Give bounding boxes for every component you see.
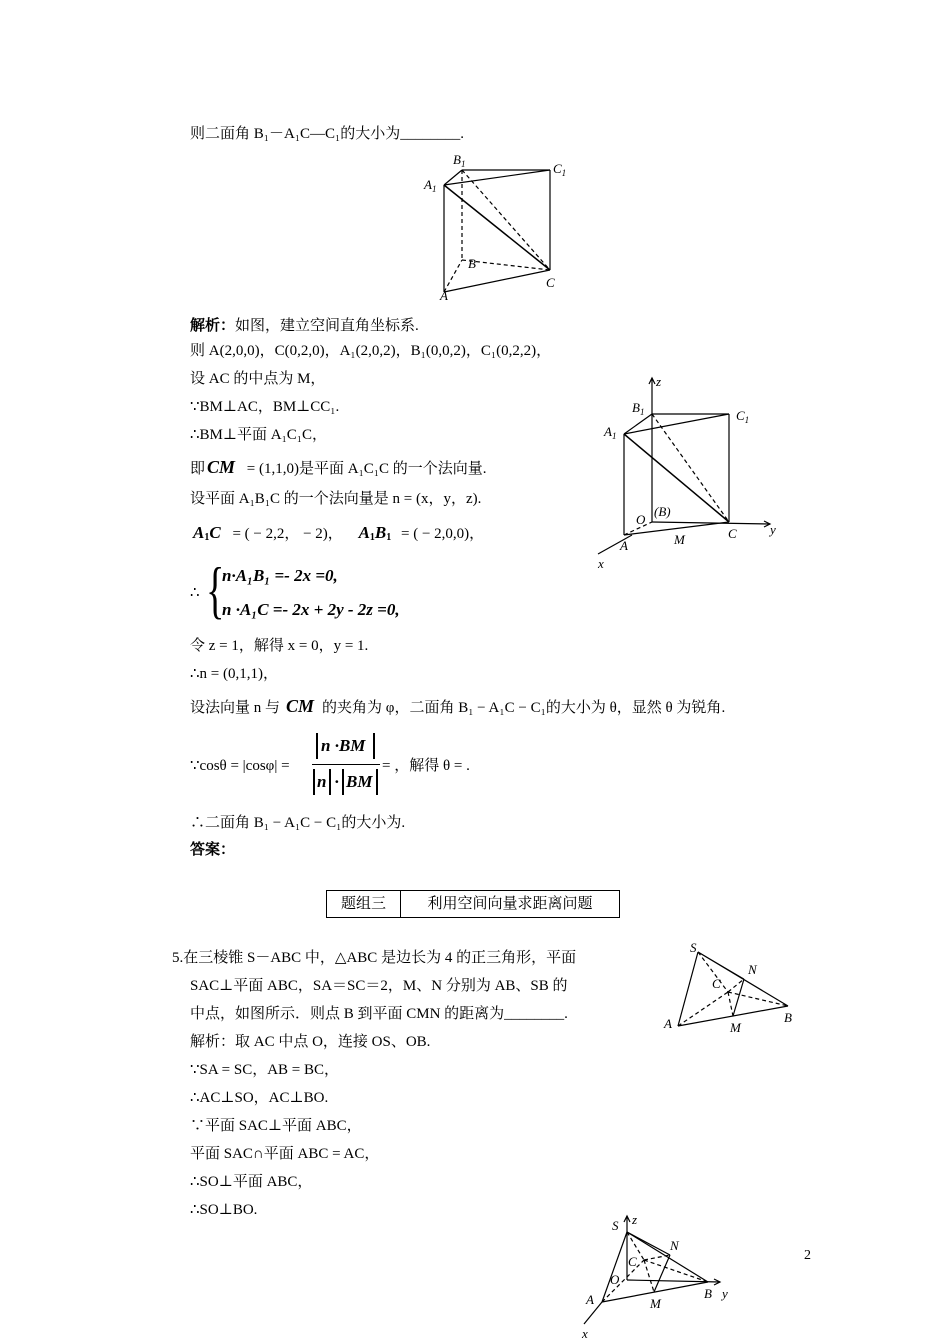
group-topic: 利用空间向量求距离问题	[400, 891, 619, 917]
label-S: S	[690, 940, 697, 955]
axis-z: z	[632, 1212, 638, 1227]
q5-sol-2: ∵SA = SC，AB = BC，	[190, 1062, 340, 1078]
label-A1: $A_1$	[604, 424, 617, 441]
solution-conclusion: ∴二面角 B₁ − A₁C − C₁的大小为.	[190, 815, 406, 831]
label-C: C	[712, 976, 721, 991]
solution-normal-vector: 设平面 A₁B₁C 的一个法向量是 n = (x，y，z).	[190, 491, 482, 507]
system-eq-2: n ·A₁C =- 2x + 2y - 2z =0,	[222, 600, 400, 619]
label-A: A	[620, 538, 628, 553]
label-B-paren: (B)	[654, 504, 671, 519]
axis-y: y	[770, 522, 776, 537]
solution-vectors: $A_1C$ = ( − 2,2， − 2)， $A_1B_1$ = ( − 2,0,0)，	[193, 523, 485, 543]
axis-y: y	[722, 1286, 728, 1301]
label-A: A	[440, 288, 448, 302]
q5-sol-7: ∴SO⊥BO.	[190, 1202, 258, 1218]
solution-cm-normal: 即 CM = (1,1,0)是平面 A₁C₁C 的一个法向量.	[190, 457, 487, 477]
tetrahedron-figure	[660, 940, 810, 1040]
label-B1: $B_1$	[632, 400, 645, 417]
label-N: N	[748, 962, 757, 977]
cos-formula-right: = ，解得 θ = .	[382, 758, 470, 774]
prism-axes-figure	[592, 372, 792, 572]
system-eq-1: n·A₁B₁ =- 2x =0,	[222, 566, 338, 585]
label-B: B	[704, 1286, 712, 1301]
axis-x: x	[582, 1326, 588, 1341]
label-C: C	[728, 526, 737, 541]
group-title: 题组三	[341, 896, 387, 912]
solution-angle-def: 设法向量 n 与 CM 的夹角为 φ，二面角 B₁ − A₁C − C₁的大小为 θ，显然 θ 为锐角.	[190, 696, 726, 716]
axis-x: x	[598, 556, 604, 571]
q5-line-1: 5.在三棱锥 S－ABC 中，△ABC 是边长为 4 的正三角形，平面	[172, 950, 577, 966]
label-C: C	[628, 1254, 637, 1269]
solution-coords: 则 A(2,0,0)，C(0,2,0)，A₁(2,0,2)，B₁(0,0,2)，C₁(0,2,2)，	[190, 343, 552, 359]
group-header	[326, 890, 620, 918]
axis-z: z	[656, 374, 662, 389]
label-S: S	[612, 1218, 619, 1233]
q5-line-3: 中点，如图所示．则点 B 到平面 CMN 的距离为________.	[190, 1006, 568, 1022]
label-C1: $C_1$	[553, 161, 567, 178]
fraction-line	[312, 764, 380, 765]
solution-because-1: ∵BM⊥AC，BM⊥CC₁.	[190, 399, 340, 415]
q5-sol-1: 解析：取 AC 中点 O，连接 OS、OB.	[190, 1034, 431, 1050]
q5-sol-4: ∵平面 SAC⊥平面 ABC，	[190, 1118, 362, 1134]
cos-denominator-n: n	[317, 772, 327, 791]
label-B: B	[468, 256, 476, 271]
solution-midpoint: 设 AC 的中点为 M，	[190, 371, 326, 387]
q5-line-2: SAC⊥平面 ABC，SA＝SC＝2，M、N 分别为 AB、SB 的	[190, 978, 568, 994]
label-N: N	[670, 1238, 679, 1253]
system-brace: {	[206, 554, 225, 625]
cos-formula-left: ∵cosθ = |cosφ| =	[190, 758, 290, 774]
label-B: B	[784, 1010, 792, 1025]
cos-numerator: n ·BM	[321, 736, 366, 755]
q5-sol-5: 平面 SAC∩平面 ABC = AC，	[190, 1146, 380, 1162]
label-M: M	[650, 1296, 661, 1311]
therefore-symbol: ∴	[190, 585, 200, 601]
cos-denominator-bm: BM	[346, 772, 373, 791]
solution-heading: 解析：如图，建立空间直角坐标系.	[190, 318, 419, 334]
label-O: O	[610, 1272, 620, 1287]
label-A: A	[664, 1016, 672, 1031]
label-A1: $A_1$	[424, 177, 437, 194]
solution-therefore-1: ∴BM⊥平面 A₁C₁C，	[190, 427, 328, 443]
label-B1: $B_1$	[453, 152, 466, 169]
answer-label: 答案：	[190, 842, 236, 858]
q5-sol-3: ∴AC⊥SO，AC⊥BO.	[190, 1090, 329, 1106]
label-M: M	[674, 532, 685, 547]
label-O: O	[636, 512, 646, 527]
label-M: M	[730, 1020, 741, 1035]
label-C1: $C_1$	[736, 408, 750, 425]
q5-sol-6: ∴SO⊥平面 ABC，	[190, 1174, 313, 1190]
page-number: 2	[804, 1248, 811, 1263]
prism-figure	[420, 152, 580, 302]
label-C: C	[546, 275, 555, 290]
tetrahedron-axes-figure	[580, 1212, 740, 1342]
question-4-line: 则二面角 B₁－A₁C—C₁的大小为________.	[190, 126, 465, 142]
label-A: A	[586, 1292, 594, 1307]
solution-let: 令 z = 1，解得 x = 0，y = 1.	[190, 638, 369, 654]
solution-n-value: ∴n = (0,1,1)，	[190, 666, 278, 682]
